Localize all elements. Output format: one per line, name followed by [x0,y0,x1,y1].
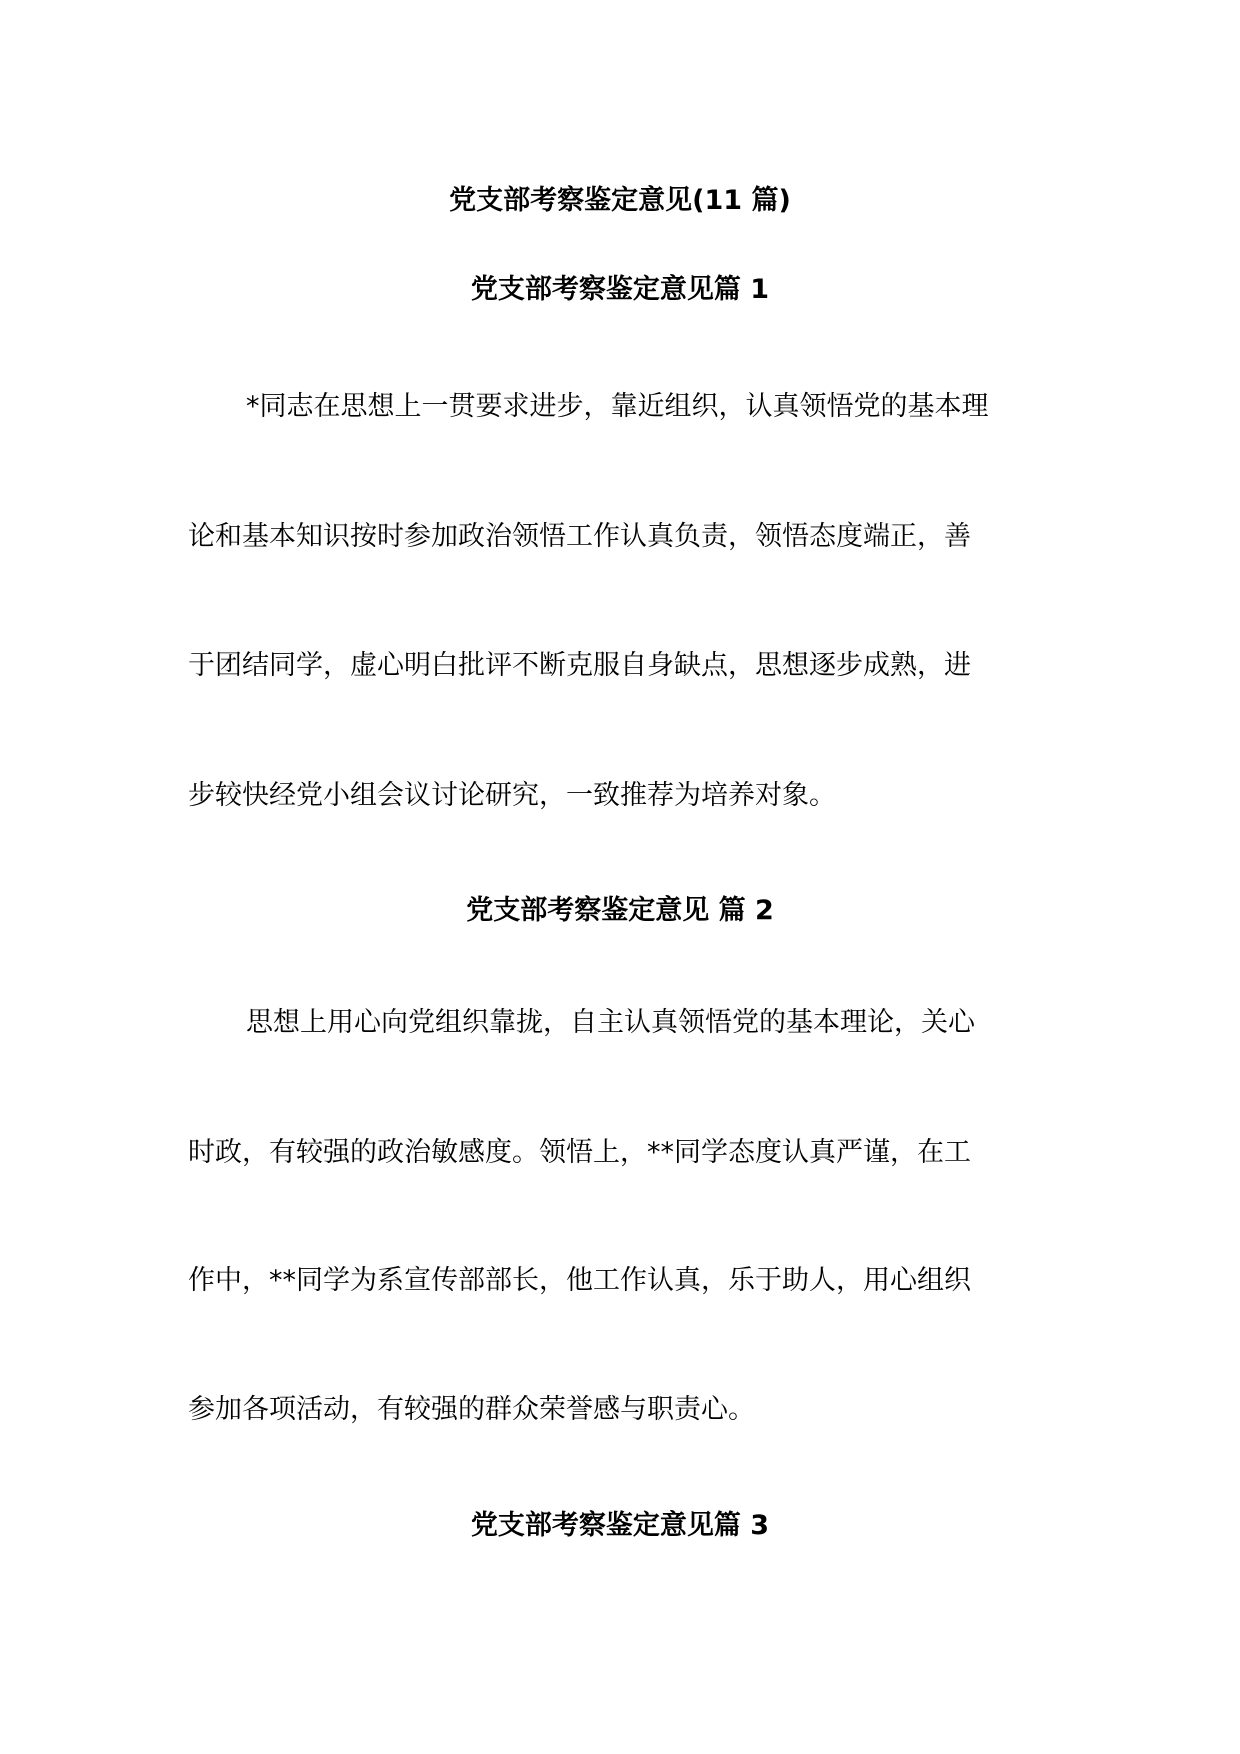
paragraph-line: 步较快经党小组会议讨论研究，一致推荐为培养对象。 [188,780,836,811]
paragraph-line: 时政，有较强的政治敏感度。领悟上，**同学态度认真严谨，在工 [188,1137,971,1168]
document-title: 党支部考察鉴定意见(11 篇) [449,185,791,216]
paragraph-line: 思想上用心向党组织靠拢，自主认真领悟党的基本理论，关心 [246,1007,975,1038]
paragraph-line: 于团结同学，虚心明白批评不断克服自身缺点，思想逐步成熟，进 [188,650,971,681]
section-heading-2: 党支部考察鉴定意见 篇 2 [466,895,774,926]
paragraph-line: 作中，**同学为系宣传部部长，他工作认真，乐于助人，用心组织 [188,1265,971,1296]
paragraph-line: *同志在思想上一贯要求进步，靠近组织，认真领悟党的基本理 [246,391,989,422]
paragraph-line: 参加各项活动，有较强的群众荣誉感与职责心。 [188,1394,755,1425]
section-heading-1: 党支部考察鉴定意见篇 1 [470,274,770,305]
section-heading-3: 党支部考察鉴定意见篇 3 [470,1510,770,1541]
paragraph-line: 论和基本知识按时参加政治领悟工作认真负责，领悟态度端正，善 [188,521,971,552]
